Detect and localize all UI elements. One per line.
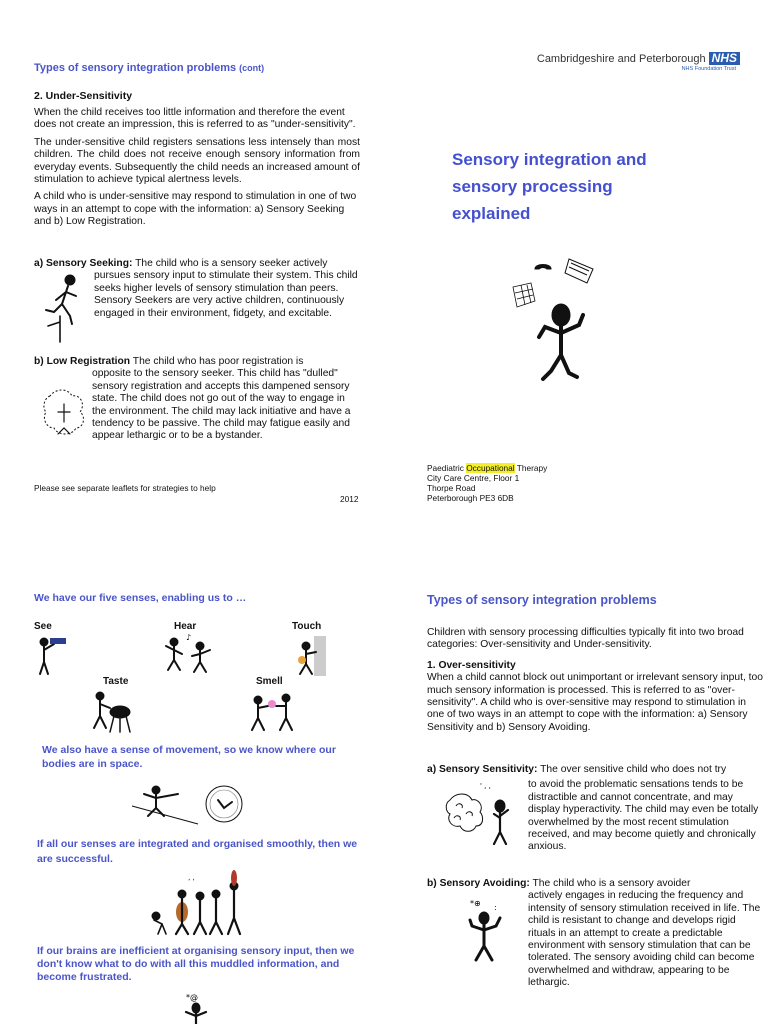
nhs-badge: NHS <box>709 52 740 65</box>
overwhelmed-child-icon <box>440 780 520 850</box>
org-name: Cambridgeshire and Peterborough <box>536 53 706 65</box>
under-sensitivity-para-3: A child who is under-sensitive may respond to stimulation in one of two ways in an attempt to cope with the information: a) Sensory Seeking and b) Low Registration. <box>34 191 357 228</box>
over-sensitivity-text: When a child cannot block out unimportant or irrelevant sensory input, too much sensory information is processed. This is referred to as "over-sensitivity". A child who is over-sensitive may respond to stimulation in one of two ways in an attempt to cope with the information: a) Sensory Sensitivity and b) Sensory Avoiding. <box>427 672 763 733</box>
movement-text: We also have a sense of movement, so we know where our bodies are in space. <box>42 744 336 770</box>
sense-see-label: See <box>34 621 52 632</box>
sensory-avoiding-block: b) Sensory Avoiding: The child who is a sensory avoider actively engages in reducing the frequency and intensity of sensory stimulation received in life. The child is resistant to change and develops rigid rituals in an attempt to create a predictable environment with sensory stimulation that can be tolerated. The sensory avoiding child can become overwhelmed and withdraw, appearing to be lethargic. <box>427 878 765 990</box>
address: Paediatric Occupational Therapy City Care Centre, Floor 1 Thorpe Road Peterborough PE3 6DB <box>427 463 548 503</box>
over-sensitivity-block <box>427 627 765 734</box>
svg-text:' , ,: ' , , <box>480 782 491 790</box>
low-registration-label: b) Low Registration <box>34 356 131 367</box>
svg-text:ʼ ʼ: ʼ ʼ <box>188 878 195 886</box>
low-registration-text: opposite to the sensory seeker. This child has "dulled" sensory registration and accepts this dampened sensory state. The child does not go out of the way to engage in the environment. The child may lack initiative and have a tendency to be passive. The child may fatigue easily and appear lethargic or to be a bystander. <box>92 368 351 442</box>
year: 2012 <box>340 494 359 504</box>
touch-child-icon <box>294 636 328 678</box>
integrated-text: If all our senses are integrated and organised smoothly, then we are successful. <box>37 838 358 865</box>
barbecue-child-icon <box>88 688 134 734</box>
low-registration-block: b) Low Registration The child who has poor registration is opposite to the sensory seeker. This child has "dulled" sensory registration and accepts this dampened sensory state. The child does not go out of the way to engage in the environment. The child may lack initiative and have a tendency to be passive. The child may fatigue easily and appear lethargic or to be a bystander. <box>34 356 360 443</box>
leaflet-title: Sensory integration and sensory processing explained <box>452 150 647 223</box>
svg-text::: : <box>494 903 497 912</box>
sense-smell-label: Smell <box>256 676 283 687</box>
inefficient-text: If our brains are inefficient at organising sensory input, then we don't know what to do with all this muddled information, and become frustrated. <box>37 945 355 983</box>
section-heading-over-sensitivity: 1. Over-sensitivity <box>427 659 516 671</box>
sensory-sensitivity-block: a) Sensory Sensitivity: The over sensitive child who does not try to avoid the problematic sensations tends to be distractible and cannot concentrate, and may display hyperactivity. The child may even be totally overwhelmed by the most recent stimulation received, and may become quietly and chronically anxious. <box>427 764 765 854</box>
leaflet-note: Please see separate leaflets for strategies to help <box>34 483 216 493</box>
sense-taste-label: Taste <box>103 676 129 687</box>
nhs-logo <box>530 52 740 72</box>
sensory-seeking-label: a) Sensory Seeking: <box>34 258 133 269</box>
sense-hear-label: Hear <box>174 621 197 632</box>
trust-name: NHS Foundation Trust <box>681 66 736 72</box>
under-sensitivity-para-1: When the child receives too little information and therefore the event does not create an impression, this is referred to as "under-sensitivity". <box>34 107 356 131</box>
sensory-seeking-text: pursues sensory input to stimulate their system. This child seeks higher levels of sensory stimulation than peers. Sensory Seekers are very active children, continuously engaged in their environment, fidgety, and excitable. <box>94 270 358 319</box>
sensory-avoiding-text: actively engages in reducing the frequency and intensity of sensory stimulation received in life. The child is resistant to change and develops rigid rituals in an attempt to create a predictable environment with sensory stimulation that can be tolerated. The sensory avoiding child can become overwhelmed and withdraw, appearing to be lethargic. <box>528 890 761 989</box>
juggling-child-icon <box>505 255 605 385</box>
senses-heading: We have our five senses, enabling us to … <box>34 592 247 604</box>
telescope-child-icon <box>34 632 70 676</box>
sensory-sensitivity-label: a) Sensory Sensitivity: <box>427 764 538 775</box>
section-heading-under-sensitivity: 2. Under-Sensitivity <box>34 90 133 102</box>
cloud-child-icon <box>40 382 88 440</box>
frustrated-child-icon <box>178 992 214 1024</box>
under-sensitivity-para-2: The under-sensitive child registers sensations less intensely than most children. The child does not receive enough sensory information from everyday events. Subsequently the child needs an increased amount of stimulation to achieve typical alertness levels. <box>34 136 360 186</box>
sensory-sensitivity-text: to avoid the problematic sensations tends to be distractible and cannot concentrate, and may display hyperactivity. The child may even be totally overwhelmed by the most recent stimulation received, and may become quietly and chronically anxious. <box>528 779 759 853</box>
avoiding-child-icon <box>464 896 508 968</box>
marching-band-icon <box>148 872 248 936</box>
smelling-children-icon <box>248 690 298 734</box>
sensory-seeking-block: a) Sensory Seeking: The child who is a sensory seeker actively pursues sensory input to stimulate their system. This child seeks higher levels of sensory stimulation than peers. Sensory Seekers are very active children, continuously engaged in their environment, fidgety, and excitable. <box>34 258 360 320</box>
svg-text:*⊕: *⊕ <box>470 899 481 908</box>
dancing-children-icon <box>160 632 218 674</box>
movement-children-icon <box>128 780 248 830</box>
sensory-avoiding-label: b) Sensory Avoiding: <box>427 878 530 889</box>
types-heading: Types of sensory integration problems <box>427 593 657 607</box>
svg-text:*@: *@ <box>186 993 198 1002</box>
sense-touch-label: Touch <box>292 621 322 632</box>
panel-under-sensitivity <box>34 62 360 229</box>
types-intro: Children with sensory processing difficulties typically fit into two broad categories: Over-sensitivity and Under-sensitivity. <box>427 627 744 651</box>
svg-text:♪: ♪ <box>186 633 192 642</box>
panel-tl-title: Types of sensory integration problems (cont) <box>34 62 265 74</box>
running-child-icon <box>40 272 84 344</box>
